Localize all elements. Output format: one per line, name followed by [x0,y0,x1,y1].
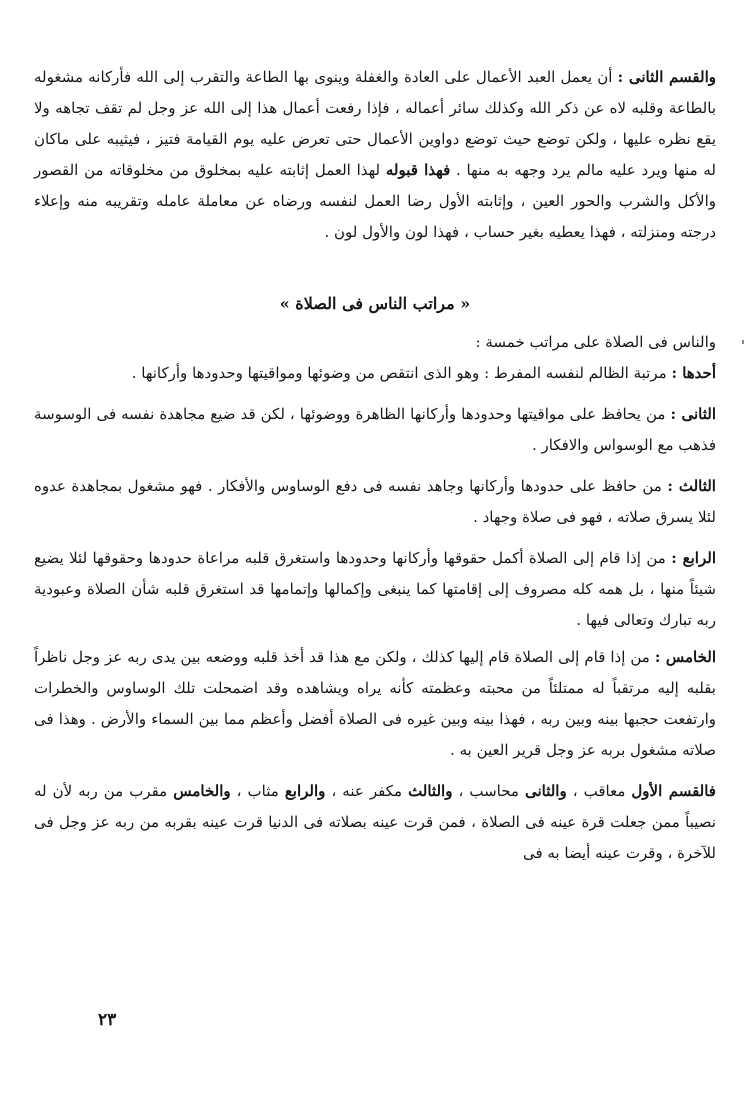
rank-lead: الثانى : [670,405,716,423]
rank-item-5 [34,642,716,766]
paragraph-lead: والقسم الثانى : [617,68,716,86]
closing-text-2: محاسب ، [452,782,525,800]
paragraph-text: أن يعمل العبد الأعمال على العادة والغفلة وينوى بها الطاعة والتقرب إلى الله فأركانه مشغوله بالطاعة وقلبه لاه عن ذكر الله وكذلك سائر أعماله ، فإذا رفعت أعمال هذا إلى الله عز وجل لم تقف تجاهه ولا يقع نظره عليها ، ولكن توضع حيث توضع دواوين الأعمال حتى تعرض عليه يوم القيامة فتيز ، فيثيبه على ماكان له منها ويرد عليه مالم يرد وجهه به منها . [34,68,717,179]
closing-text-5: مقرب من ربه لأن له نصيباً ممن جعلت قرة عينه فى الصلاة ، فمن قرت عينه بصلاته فى الدنيا قرت عينه بقربه من ربه عز وجل فى للآخرة ، وقرت عينه أيضا به فى [34,782,716,862]
page-number: ٢٣ [98,1010,117,1030]
rank-item-2 [34,399,716,461]
rank-text: من إذا قام إلى الصلاة أكمل حقوقها وأركانها وحدودها واستغرق قلبه مراعاة حدودها وحقوقها لئلا يضيع شيئاً منها ، بل همه كله مصروف إلى إقامتها كما ينبغى وإكمالها وإتمامها قد استغرق قلبه شأن الصلاة وعبودية ربه تبارك وتعالى فيها . [34,549,716,629]
closing-lead-3: والثالث [408,782,453,800]
rank-text: مرتبة الظالم لنفسه المفرط : وهو الذى انتقص من وضوئها ومواقيتها وحدودها وأركانها . [131,364,672,382]
closing-lead-1: فالقسم الأول [631,782,716,800]
closing-lead-2: والثانى [524,782,567,800]
rank-lead: الثالث : [667,477,716,495]
rank-lead: الرابع : [671,549,716,567]
paragraph-lead-2: فهذا قبوله [385,161,451,179]
closing-lead-5: والخامس [173,782,231,800]
closing-text-1: معاقب ، [566,782,632,800]
section-heading: « مراتب الناس فى الصلاة » [279,294,471,313]
rank-text: من يحافظ على مواقيتها وحدودها وأركانها الظاهرة ووضوئها ، لكن قد ضيع مجاهدة نفسه فى الوسوسة فذهب مع الوسواس والافكار . [34,405,716,454]
closing-text-4: مثاب ، [230,782,285,800]
margin-mark [742,340,744,344]
intro-line: والناس فى الصلاة على مراتب خمسة : [475,333,716,351]
closing-text-3: مكفر عنه ، [325,782,409,800]
page-body [34,62,716,869]
rank-text: من إذا قام إلى الصلاة قام إليها كذلك ، ولكن مع هذا قد أخذ قلبه ووضعه بين يدى ربه عز وجل ناظراً بقلبه إليه مرتقباً له ممتلئاً من محبته وعظمته كأنه يراه ويشاهده وقد اضمحلت تلك الوساوس والخطرات وارتفعت حجبها بينه وبين ربه ، فهذا بينه وبين غيره فى الصلاة أفضل وأعظم مما بين السماء والأرض . وهذا فى صلاته مشغول بربه عز وجل قرير العين به . [34,648,716,759]
paragraph-text-2: لهذا العمل إثابته عليه بمخلوق من مخلوقاته من القصور والأكل والشرب والحور العين ، وإثابته الأول رضا العمل لنفسه ورضاه عن معاملة عامله وتقريبه منه وإعلاء درجته ومنزلته ، فهذا يعطيه بغير حساب ، فهذا لون والأول لون . [34,161,716,241]
rank-lead: الخامس : [654,648,716,666]
rank-item-3 [34,471,716,533]
closing-lead-4: والرابع [284,782,326,800]
rank-text: من حافظ على حدودها وأركانها وجاهد نفسه فى دفع الوساوس والأفكار . فهو مشغول بمجاهدة عدوه لئلا يسرق صلاته ، فهو فى صلاة وجهاد . [34,477,716,526]
paragraph-second-type [34,62,716,248]
closing-paragraph [34,776,716,869]
rank-lead: أحدها : [671,364,716,382]
rank-item-4 [34,543,716,636]
rank-item-1 [34,358,716,389]
